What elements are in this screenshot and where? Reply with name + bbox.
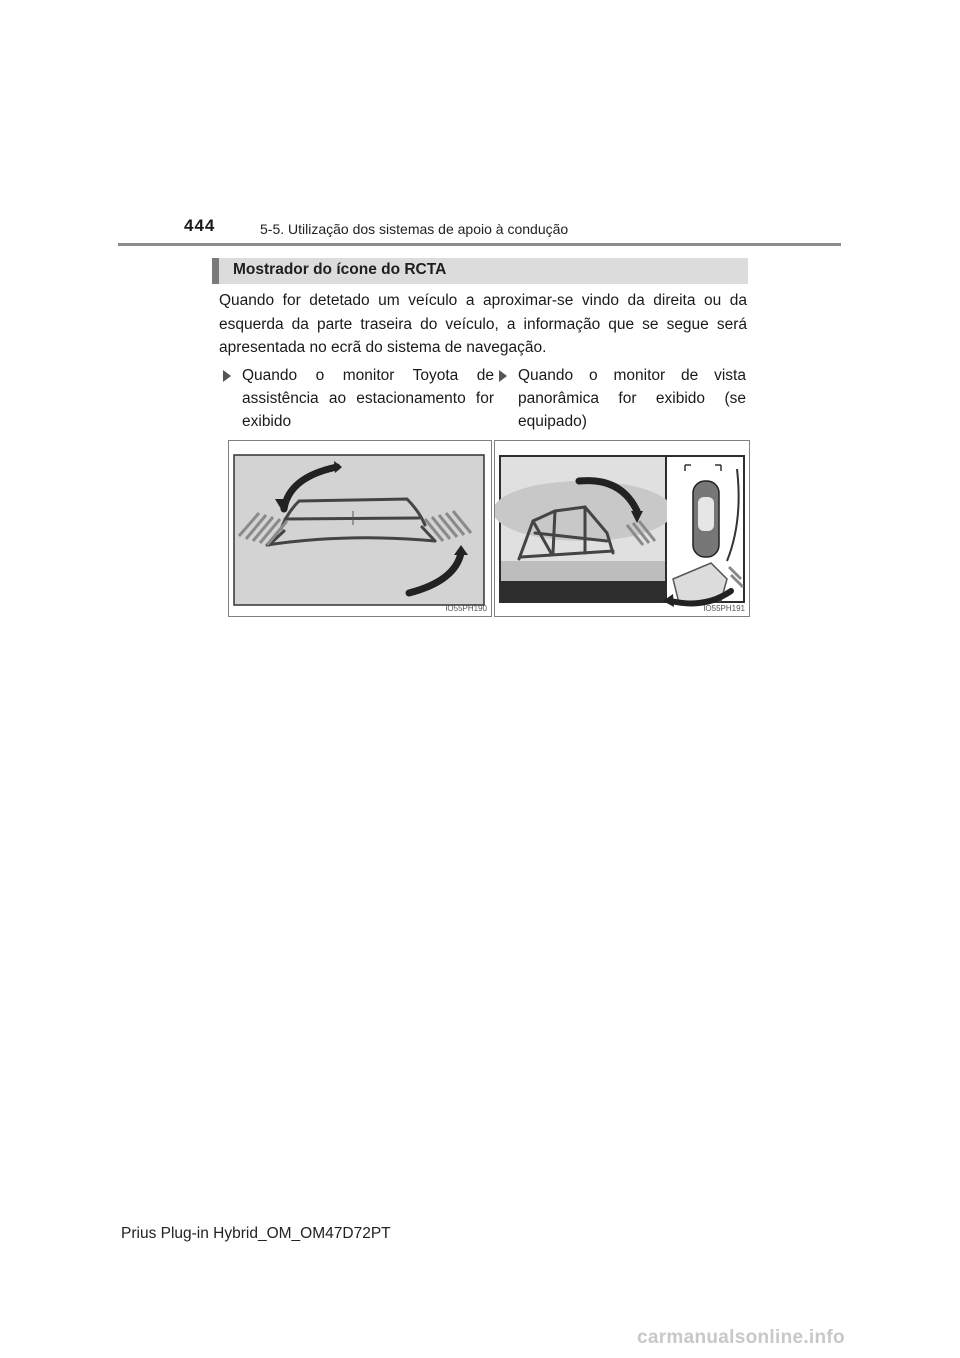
subsection-title: Mostrador do ícone do RCTA [233,261,447,278]
footer-doc-id: Prius Plug-in Hybrid_OM_OM47D72PT [121,1225,391,1242]
page-number: 444 [184,216,216,235]
header-divider [118,243,841,246]
section-header: 5-5. Utilização dos sistemas de apoio à condução [260,221,569,237]
subsection-heading-bar [212,258,748,284]
parking-assist-screen-illustration [229,441,491,616]
bullet-arrow-icon [499,370,507,382]
vehicle-top-view-icon [693,481,719,557]
figure-code: IO55PH191 [703,604,745,613]
figure-code: IO55PH190 [445,604,487,613]
bullet-arrow-icon [223,370,231,382]
bullet-parking-assist [242,364,494,433]
bullet-panoramic-view [518,364,746,433]
bullet-text: Quando o monitor de vista panorâmica for exibido (se equipado) [518,367,746,430]
figure-parking-assist-rcta [228,440,492,617]
watermark: carmanualsonline.info [637,1327,845,1348]
intro-paragraph: Quando for detetado um veículo a aproximar-se vindo da direita ou da esquerda da parte traseira do veículo, a informação que se segue será apresentada no ecrã do sistema de navegação. [219,292,747,356]
bullet-text: Quando o monitor Toyota de assistência ao estacionamento for exibido [242,367,494,430]
figure-panoramic-view-rcta [494,440,750,617]
panoramic-view-screen-illustration [495,441,749,616]
